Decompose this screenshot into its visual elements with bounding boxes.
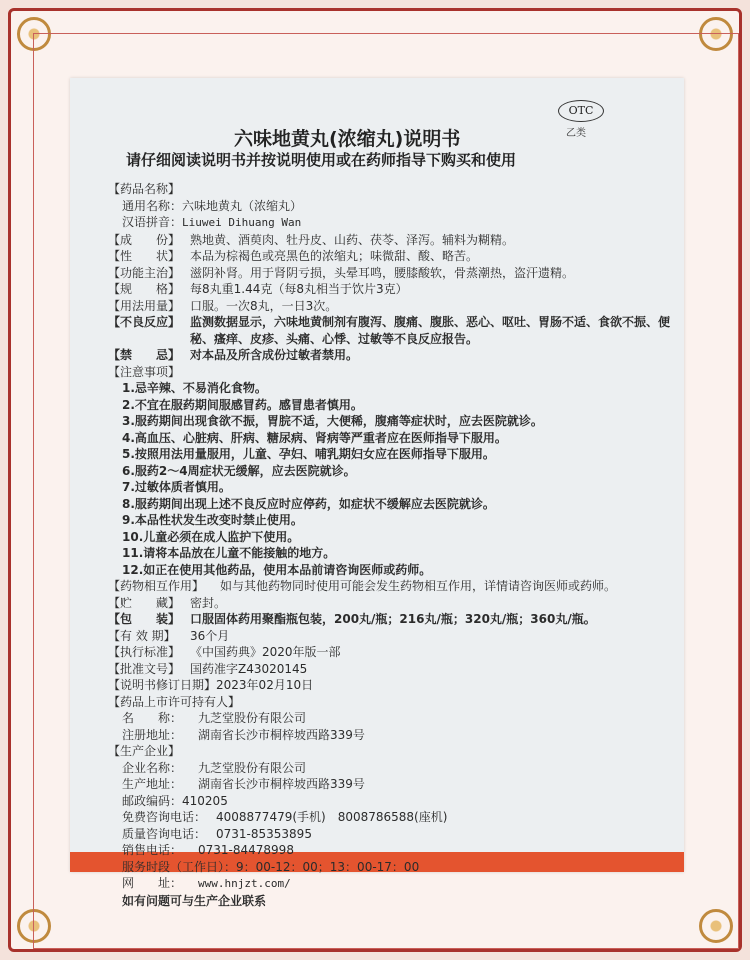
section-label: 【药品上市许可持有人】	[108, 694, 241, 709]
section-value: 如与其他药物同时使用可能会发生药物相互作用，详情请咨询医师或药师。	[220, 579, 617, 593]
section-drug-name	[108, 181, 673, 198]
field-label: 注册地址：	[122, 727, 183, 742]
field-value: 九芝堂股份有限公司	[198, 711, 307, 725]
generic-name-row	[108, 198, 673, 215]
field-label: 生产地址：	[122, 777, 183, 791]
section-value: 密封。	[190, 595, 227, 610]
section-label: 【药品名称】	[108, 182, 181, 196]
quality-hotline-row	[108, 826, 673, 843]
otc-badge: OTC	[558, 100, 604, 122]
page-subtitle: 请仔细阅读说明书并按说明使用或在药师指导下购买和使用	[126, 151, 517, 169]
section-value: 熟地黄、酒萸肉、牡丹皮、山药、茯苓、泽泻。辅料为糊精。	[190, 232, 515, 247]
section-label: 【包 装】	[108, 612, 181, 626]
section-label: 【生产企业】	[108, 744, 181, 758]
section-value: 滋阴补肾。用于肾阴亏损，头晕耳鸣，腰膝酸软，骨蒸潮热，盗汗遗精。	[190, 265, 575, 280]
section-value: 每8丸重1.44克（每8丸相当于饮片3克）	[190, 282, 408, 296]
list-item: 6.服药2～4周症状无缓解，应去医院就诊。	[122, 463, 356, 478]
section-label: 【规 格】	[108, 282, 181, 296]
list-item: 5.按照用法用量服用，儿童、孕妇、哺乳期妇女应在医师指导下服用。	[122, 447, 495, 461]
section-label: 【注意事项】	[108, 364, 181, 379]
list-item: 2.不宜在服药期间服感冒药。感冒患者慎用。	[122, 397, 363, 412]
section-value: 对本品及所含成份过敏者禁用。	[190, 348, 359, 362]
section-interactions	[108, 578, 673, 595]
field-value: 9：00-12：00；13：00-17：00	[236, 859, 420, 874]
field-label: 免费咨询电话：	[122, 810, 207, 824]
section-value: 口服固体药用聚酯瓶包装，200丸/瓶；216丸/瓶；320丸/瓶；360丸/瓶。	[190, 612, 596, 626]
section-value: 《中国药典》2020年版一部	[190, 645, 341, 659]
list-item: 10.儿童必须在成人监护下使用。	[122, 529, 300, 544]
section-approval	[108, 661, 673, 678]
manufacturer-address-row	[108, 776, 673, 793]
field-label: 通用名称：	[122, 198, 183, 213]
service-hours-row	[108, 859, 673, 876]
field-label: 网 址：	[122, 876, 183, 890]
holder-address-row	[108, 727, 673, 744]
list-item: 11.请将本品放在儿童不能接触的地方。	[122, 546, 336, 560]
field-value: 0731-84478998	[198, 843, 294, 857]
section-manufacturer	[108, 743, 673, 760]
section-ingredients	[108, 232, 673, 249]
section-label: 【不良反应】	[108, 315, 181, 329]
sales-phone-row	[108, 842, 673, 859]
field-label: 名 称：	[122, 711, 183, 725]
page-title: 六味地黄丸(浓缩丸)说明书	[234, 128, 461, 150]
section-label: 【执行标准】	[108, 645, 181, 659]
otc-class-label: 乙类	[566, 128, 586, 139]
section-indications	[108, 265, 673, 282]
section-adverse-reactions	[108, 314, 673, 347]
section-value: 国药准字Z43020145	[190, 661, 308, 676]
field-value: 六味地黄丸（浓缩丸）	[182, 198, 303, 213]
leaflet-content	[108, 181, 673, 909]
field-value: 湖南省长沙市桐梓坡西路339号	[198, 777, 365, 791]
section-appearance	[108, 248, 673, 265]
section-license-holder	[108, 694, 673, 711]
section-precautions	[108, 364, 673, 381]
field-value: www.hnjzt.com/	[198, 877, 291, 890]
postcode-row	[108, 793, 673, 810]
list-item: 7.过敏体质者慎用。	[122, 480, 231, 494]
section-specification	[108, 281, 673, 298]
section-dosage	[108, 298, 673, 315]
section-label: 【药物相互作用】	[108, 579, 205, 593]
section-label: 【成 份】	[108, 232, 181, 247]
field-label: 企业名称：	[122, 760, 183, 775]
list-item: 4.高血压、心脏病、肝病、糖尿病、肾病等严重者应在医师指导下服用。	[122, 430, 507, 445]
website-row	[108, 875, 673, 893]
field-value: 4008877479(手机) 8008786588(座机)	[216, 810, 448, 824]
section-label: 【用法用量】	[108, 298, 181, 313]
section-revision-date	[108, 677, 673, 694]
field-label: 质量咨询电话：	[122, 826, 207, 841]
list-item: 3.服药期间出现食欲不振，胃脘不适，大便稀，腹痛等症状时，应去医院就诊。	[122, 414, 543, 428]
holder-name-row	[108, 710, 673, 727]
section-label: 【批准文号】	[108, 661, 181, 676]
section-label: 【说明书修订日期】	[108, 678, 217, 692]
section-storage	[108, 595, 673, 612]
section-label: 【功能主治】	[108, 265, 181, 280]
section-package	[108, 611, 673, 628]
section-label: 【禁 忌】	[108, 348, 181, 362]
field-value: 湖南省长沙市桐梓坡西路339号	[198, 727, 365, 742]
pinyin-row	[108, 214, 673, 232]
field-label: 邮政编码：	[122, 793, 183, 808]
field-value: 九芝堂股份有限公司	[198, 760, 307, 775]
section-standard	[108, 644, 673, 661]
precautions-list	[108, 380, 673, 578]
section-value: 口服。一次8丸，一日3次。	[190, 298, 338, 313]
section-validity	[108, 628, 673, 645]
section-label: 【性 状】	[108, 249, 181, 263]
section-label: 【贮 藏】	[108, 595, 181, 610]
section-contraindications	[108, 347, 673, 364]
list-item: 1.忌辛辣、不易消化食物。	[122, 381, 267, 395]
list-item: 12.如正在使用其他药品，使用本品前请咨询医师或药师。	[122, 562, 432, 577]
field-value: 0731-85353895	[216, 826, 312, 841]
list-item: 8.服药期间出现上述不良反应时应停药，如症状不缓解应去医院就诊。	[122, 496, 495, 511]
hotline-row	[108, 809, 673, 826]
section-label: 【有 效 期】	[108, 628, 176, 643]
section-value: 监测数据显示，六味地黄制剂有腹泻、腹痛、腹胀、恶心、呕吐、胃肠不适、食欲不振、便秘、瘙痒、皮疹、头痛、心悸、过敏等不良反应报告。	[190, 315, 671, 346]
contact-note: 如有问题可与生产企业联系	[122, 893, 267, 908]
field-value: Liuwei Dihuang Wan	[182, 216, 302, 229]
manufacturer-name-row	[108, 760, 673, 777]
list-item: 9.本品性状发生改变时禁止使用。	[122, 513, 303, 527]
field-label: 服务时段（工作日）：	[122, 859, 237, 874]
section-value: 36个月	[190, 628, 230, 643]
section-value: 本品为棕褐色或亮黑色的浓缩丸；味微甜、酸、略苦。	[190, 249, 479, 263]
field-value: 410205	[182, 793, 228, 808]
field-label: 销售电话：	[122, 843, 183, 857]
section-value: 2023年02月10日	[216, 678, 314, 692]
field-label: 汉语拼音：	[122, 215, 183, 229]
